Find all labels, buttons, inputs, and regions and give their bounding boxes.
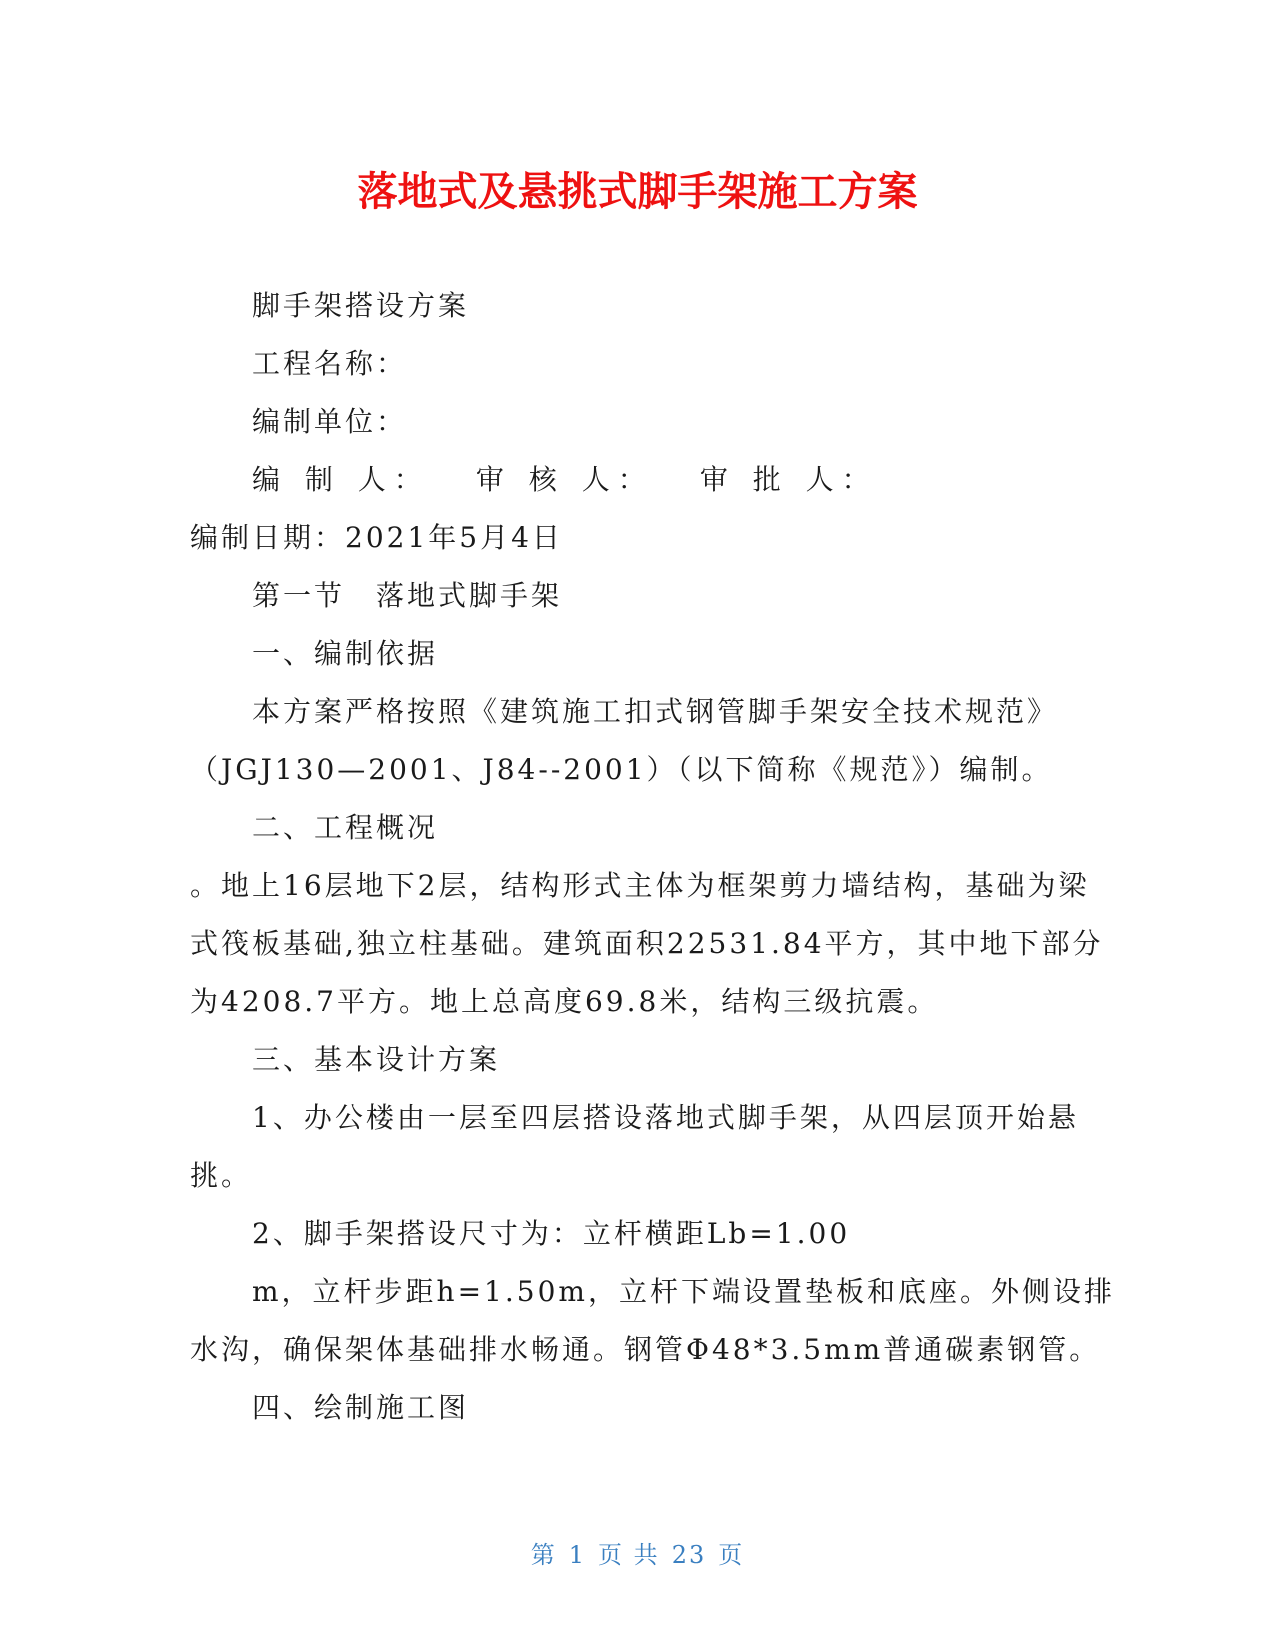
compiler-label: 编 制 人： (252, 463, 430, 496)
design-item-2-line-2: m，立杆步距h=1.50m，立杆下端设置垫板和底座。外侧设排 (252, 1275, 1115, 1308)
project-name-label: 工程名称： (252, 347, 408, 380)
design-item-2-line-1: 2、脚手架搭设尺寸为：立杆横距Lb=1.00 (252, 1217, 851, 1250)
design-heading: 三、基本设计方案 (252, 1043, 501, 1076)
compile-date: 编制日期：2021年5月4日 (190, 521, 563, 554)
overview-heading: 二、工程概况 (252, 811, 439, 844)
basis-paragraph-line-2: （JGJ130—2001、J84--2001）（以下简称《规范》）编制。 (190, 753, 1053, 786)
basis-heading: 一、编制依据 (252, 637, 439, 670)
footer-page-number: 1 (568, 1541, 587, 1569)
section-one-heading: 第一节 落地式脚手架 (252, 579, 563, 612)
design-item-1-line-1: 1、办公楼由一层至四层搭设落地式脚手架，从四层顶开始悬 (252, 1101, 1079, 1134)
footer-prefix: 第 (530, 1541, 557, 1569)
overview-paragraph-line-1: 。地上16层地下2层，结构形式主体为框架剪力墙结构，基础为梁 (190, 869, 1090, 902)
basis-paragraph-line-1: 本方案严格按照《建筑施工扣式钢管脚手架安全技术规范》 (252, 695, 1059, 728)
approver-label: 审 批 人： (699, 463, 878, 496)
footer-suffix: 页 (718, 1541, 745, 1569)
scheme-heading: 脚手架搭设方案 (252, 289, 470, 322)
design-item-1-line-2: 挑。 (190, 1159, 253, 1192)
design-item-2-line-3: 水沟，确保架体基础排水畅通。钢管Φ48*3.5mm普通碳素钢管。 (190, 1333, 1101, 1366)
overview-paragraph-line-3: 为4208.7平方。地上总高度69.8米，结构三级抗震。 (190, 985, 939, 1018)
overview-paragraph-line-2: 式筏板基础,独立柱基础。建筑面积22531.84平方，其中地下部分 (190, 927, 1104, 960)
page-footer (0, 1540, 1275, 1570)
signature-row (252, 462, 878, 498)
footer-total-pages: 23 (671, 1541, 707, 1569)
document-title: 落地式及悬挑式脚手架施工方案 (357, 169, 918, 215)
reviewer-label: 审 核 人： (475, 463, 654, 496)
drawing-heading: 四、绘制施工图 (252, 1391, 470, 1424)
footer-middle: 页 共 (598, 1541, 660, 1569)
compiling-unit-label: 编制单位： (252, 405, 408, 438)
